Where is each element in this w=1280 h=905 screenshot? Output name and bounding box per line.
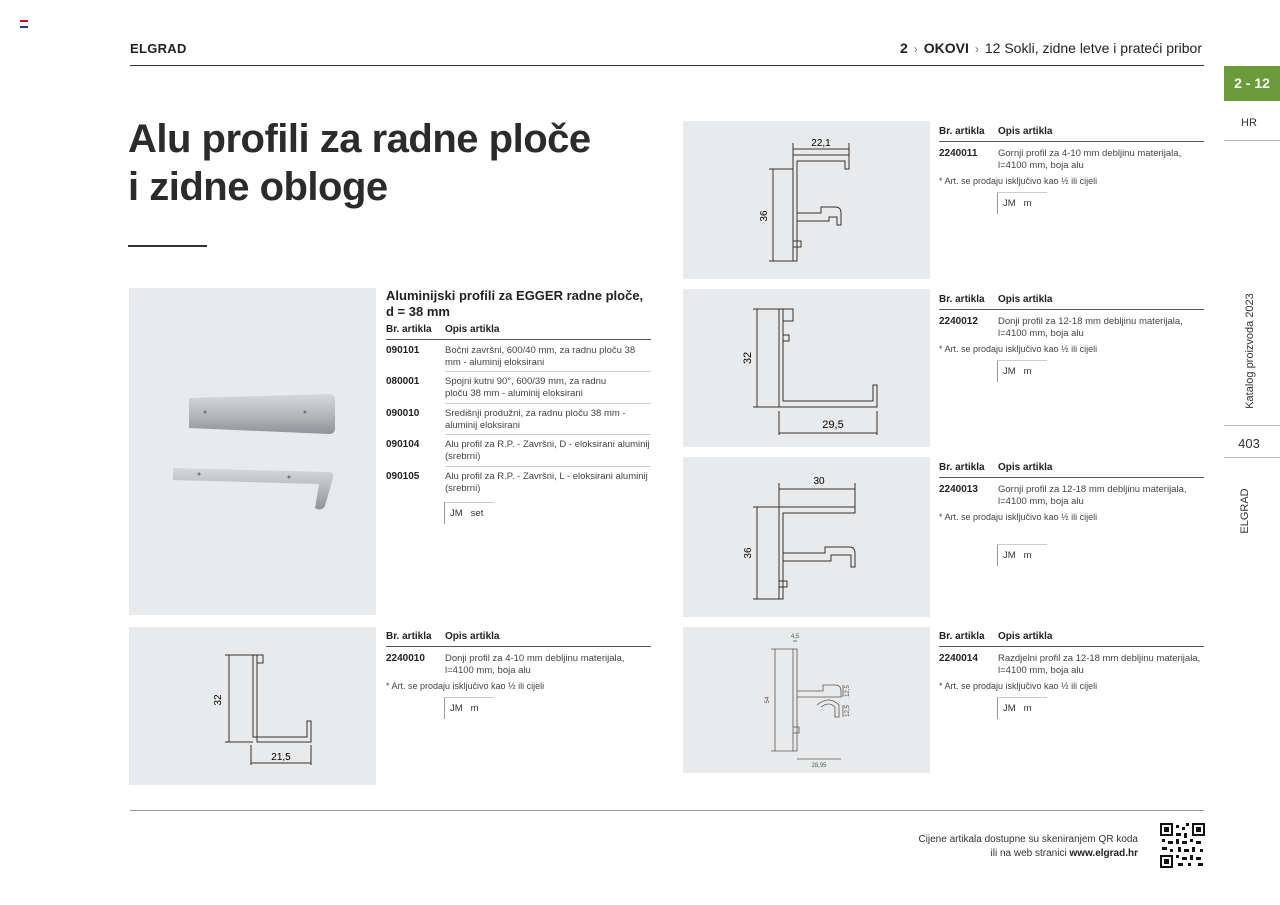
unit-box (997, 544, 1047, 566)
page-title-line2: i zidne obloge (128, 165, 388, 209)
unit-box (444, 502, 494, 524)
egger-table-body (386, 345, 651, 503)
row-desc: Središnji produžni, za radnu ploču 38 mm - aluminij eloksirani (445, 408, 626, 431)
profile-drawing-2240012 (683, 289, 930, 447)
dim-bottom-label: 21,5 (271, 752, 291, 763)
product-code: 2240013 (939, 484, 978, 495)
row-code: 090010 (386, 408, 420, 419)
profile-drawing-2240010 (129, 627, 376, 785)
dim-side-label: 36 (743, 547, 754, 559)
unit-label: JM (1003, 198, 1016, 209)
crumb-chapter-num[interactable]: 2 (899, 40, 908, 56)
crumb-chapter[interactable]: OKOVI (923, 40, 969, 56)
unit-box (997, 192, 1047, 214)
product-note: * Art. se prodaju isključivo kao ½ ili cijeli (386, 681, 545, 691)
chevron-right-icon: › (974, 42, 979, 56)
table-row (386, 439, 651, 471)
col-desc-header: Opis artikla (998, 126, 1053, 137)
egger-profiles-image (129, 288, 376, 615)
dim-side-label: 54 (765, 696, 771, 704)
table-header-rule (386, 646, 651, 647)
table-header-rule (939, 141, 1204, 142)
sidebar-divider (1224, 140, 1280, 141)
col-code-header: Br. artikla (939, 294, 985, 305)
row-desc: Alu profil za R.P. - Završni, L - eloksirani aluminij (srebrni) (445, 471, 648, 494)
product-note: * Art. se prodaju isključivo kao ½ ili cijeli (939, 344, 1098, 354)
dim-bottom-label: 28,95 (811, 763, 827, 769)
crumb-section[interactable]: Sokli, zidne letve i prateći pribor (1004, 40, 1202, 56)
page-title-line1: Alu profili za radne ploče (128, 117, 591, 161)
row-desc: Alu profil za R.P. - Završni, D - eloksirani aluminij (srebrni) (445, 439, 650, 462)
footer-divider (130, 810, 1204, 811)
profile-drawing-2240014 (683, 627, 930, 773)
row-code: 090101 (386, 345, 420, 356)
product-code: 2240014 (939, 653, 978, 664)
unit-value: m (1023, 198, 1032, 209)
dim-top-label: 30 (813, 476, 825, 487)
chevron-right-icon: › (913, 42, 918, 56)
product-block-2240014 (939, 631, 1204, 719)
dim-side-label: 32 (213, 694, 224, 706)
unit-value: m (470, 703, 479, 714)
footer-line1: Cijene artikala dostupne su skeniranjem QR koda (918, 834, 1138, 845)
egger-title-line2: d = 38 mm (386, 304, 450, 319)
col-code-header: Br. artikla (939, 126, 985, 137)
product-desc-line2: l=4100 mm, boja alu (445, 665, 531, 676)
page-title (128, 115, 591, 211)
product-desc-line2: l=4100 mm, boja alu (998, 496, 1084, 507)
product-note: * Art. se prodaju isključivo kao ½ ili cijeli (939, 176, 1098, 186)
crumb-section-num[interactable]: 12 (984, 40, 1001, 56)
col-desc-header: Opis artikla (998, 294, 1053, 305)
col-code-header: Br. artikla (939, 631, 985, 642)
col-desc-header: Opis artikla (998, 631, 1053, 642)
col-desc-header: Opis artikla (445, 324, 500, 335)
table-row (386, 408, 651, 439)
product-code: 2240011 (939, 148, 978, 159)
product-note: * Art. se prodaju isključivo kao ½ ili cijeli (939, 512, 1098, 522)
row-divider (445, 371, 651, 372)
dim-right-a-label: 12,5 (845, 685, 851, 697)
product-desc-line2: l=4100 mm, boja alu (998, 160, 1084, 171)
profile-drawing-2240011 (683, 121, 930, 279)
product-block-2240013 (939, 462, 1204, 566)
unit-label: JM (450, 508, 463, 519)
unit-label: JM (1003, 366, 1016, 377)
footer-line2-prefix: ili na web stranici (990, 848, 1067, 859)
table-row (386, 345, 651, 376)
egger-section-title (386, 288, 643, 320)
unit-box (997, 697, 1047, 719)
row-desc: Spojni kutni 90°, 600/39 mm, za radnu ploču 38 mm - aluminij eloksirani (445, 376, 607, 399)
table-row (386, 376, 651, 408)
unit-value: m (1023, 550, 1032, 561)
egger-title-line1: Aluminijski profili za EGGER radne ploče, (386, 288, 644, 303)
product-desc-line1: Donji profil za 4-10 mm debljinu materijala, (445, 653, 625, 664)
product-desc-line1: Razdjelni profil za 12-18 mm debljinu materijala, (998, 653, 1201, 664)
chapter-page-badge: 2 - 12 (1224, 66, 1280, 101)
unit-box (997, 360, 1047, 382)
product-block-2240011 (939, 126, 1204, 214)
product-desc-line2: l=4100 mm, boja alu (998, 328, 1084, 339)
product-code: 2240012 (939, 316, 978, 327)
title-underline (128, 245, 207, 247)
egger-table-header (386, 324, 499, 335)
unit-value: m (1023, 703, 1032, 714)
product-code: 2240010 (386, 653, 425, 664)
product-block-2240012 (939, 294, 1204, 382)
table-header-rule (939, 646, 1204, 647)
col-desc-header: Opis artikla (998, 462, 1053, 473)
product-block-2240010 (386, 631, 651, 719)
unit-value: m (1023, 366, 1032, 377)
row-code: 090104 (386, 439, 420, 450)
row-code: 090105 (386, 471, 420, 482)
table-header-rule (939, 309, 1204, 310)
page-number: 403 (1238, 436, 1260, 451)
footer-url-link[interactable]: www.elgrad.hr (1069, 848, 1138, 859)
language-flag-icon (20, 20, 28, 27)
catalog-label: Katalog proizvoda 2023 (1244, 293, 1256, 409)
language-label: HR (1241, 117, 1257, 129)
row-divider (445, 434, 651, 435)
breadcrumb (900, 40, 1202, 56)
header-brand: ELGRAD (130, 41, 187, 56)
col-code-header: Br. artikla (386, 324, 432, 335)
sidebar-divider (1224, 425, 1280, 426)
dim-bottom-label: 29,5 (822, 419, 844, 431)
qr-code-icon[interactable] (1160, 823, 1205, 868)
row-divider (445, 403, 651, 404)
profile-drawing-2240013 (683, 457, 930, 617)
dim-side-label: 36 (759, 210, 770, 222)
product-desc-line1: Donji profil za 12-18 mm debljinu materijala, (998, 316, 1183, 327)
table-header-rule (386, 339, 651, 340)
col-code-header: Br. artikla (386, 631, 432, 642)
sidebar-brand: ELGRAD (1239, 488, 1251, 534)
unit-label: JM (1003, 703, 1016, 714)
product-note: * Art. se prodaju isključivo kao ½ ili cijeli (939, 681, 1098, 691)
unit-label: JM (1003, 550, 1016, 561)
col-desc-header: Opis artikla (445, 631, 500, 642)
product-desc-line1: Gornji profil za 4-10 mm debljinu materijala, (998, 148, 1182, 159)
unit-value: set (470, 508, 484, 519)
table-row (386, 471, 651, 503)
unit-box (444, 697, 494, 719)
product-desc-line2: l=4100 mm, boja alu (998, 665, 1084, 676)
col-code-header: Br. artikla (939, 462, 985, 473)
header-divider (130, 65, 1204, 66)
unit-label: JM (450, 703, 463, 714)
dim-top-label: 22,1 (811, 138, 831, 149)
sidebar-divider (1224, 457, 1280, 458)
footer-text (918, 833, 1138, 861)
row-desc: Bočni završni, 600/40 mm, za radnu ploču 38 mm - aluminij eloksirani (445, 345, 636, 368)
dim-side-label: 32 (742, 351, 754, 365)
row-code: 080001 (386, 376, 420, 387)
dim-top-label: 4,5 (790, 634, 800, 640)
product-desc-line1: Gornji profil za 12-18 mm debljinu materijala, (998, 484, 1187, 495)
row-divider (445, 466, 651, 467)
table-header-rule (939, 477, 1204, 478)
dim-right-b-label: 12,5 (845, 705, 851, 717)
